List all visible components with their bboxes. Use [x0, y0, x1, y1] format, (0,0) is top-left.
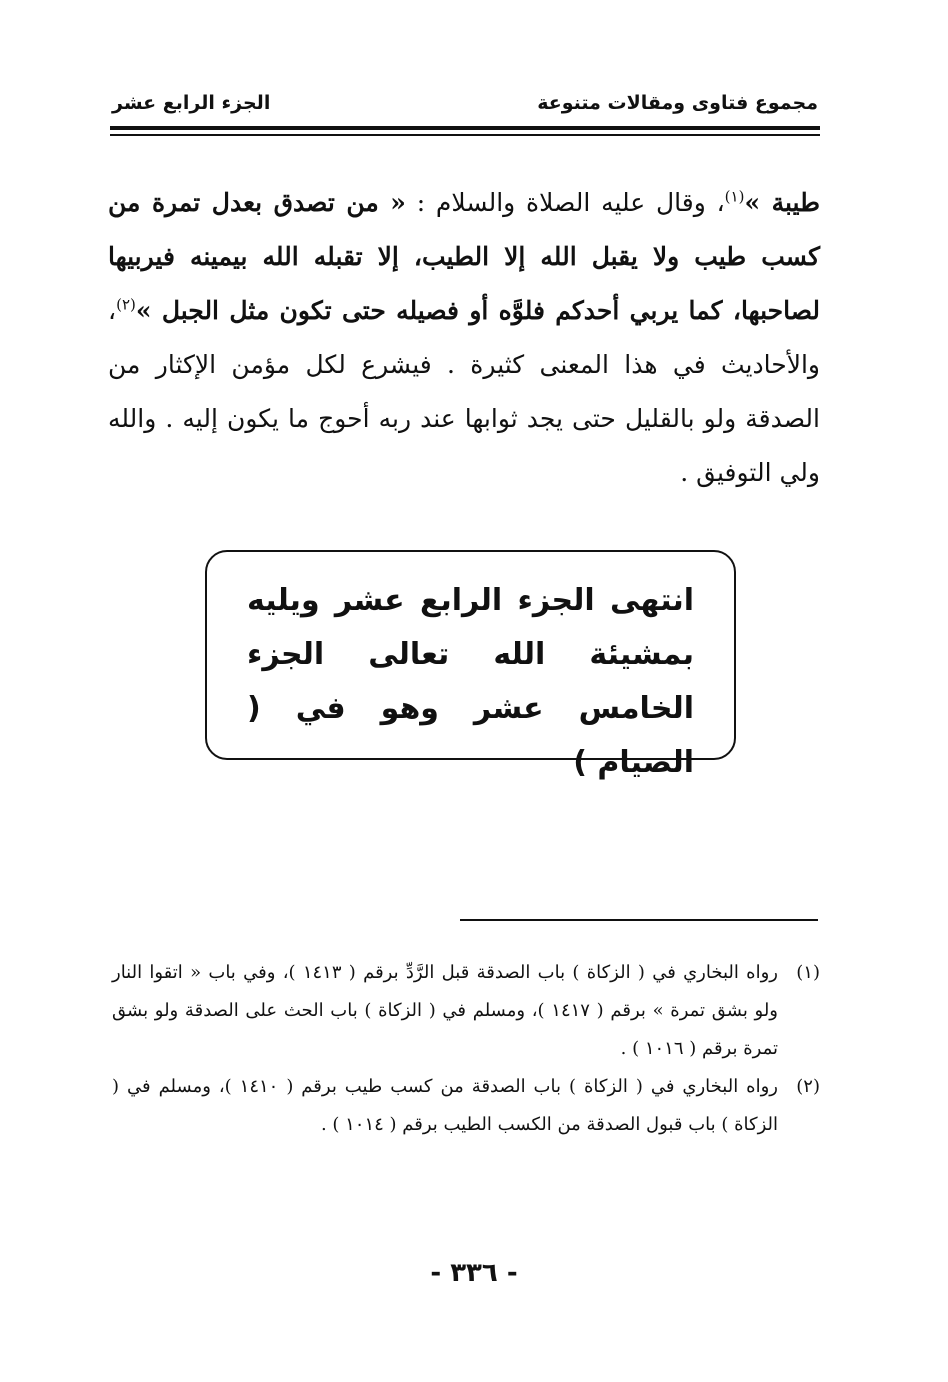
text-segment: ، والأحاديث في هذا المعنى كثيرة . فيشرع لكل مؤمن الإكثار من الصدقة ولو بالقليل حتى يجد ثوابها عند ربه أحوج ما يكون إليه . والله ولي التوفيق .: [108, 296, 820, 487]
main-text: [108, 176, 820, 500]
footnote-2: [112, 1068, 820, 1144]
footnote-text: رواه البخاري في ( الزكاة ) باب الصدقة قبل الرَّدِّ برقم ( ١٤١٣ )، وفي باب « اتقوا النار ولو بشق تمرة » برقم ( ١٤١٧ )، ومسلم في ( الزكاة ) باب الحث على الصدقة ولو بشق تمرة برقم ( ١٠١٦ ) .: [112, 962, 778, 1059]
main-paragraph: [108, 176, 820, 500]
footnote-separator: [460, 919, 818, 921]
volume-title: الجزء الرابع عشر: [112, 92, 271, 114]
book-title: مجموع فتاوى ومقالات متنوعة: [537, 92, 818, 114]
footnote-ref-2: (٢): [116, 295, 136, 314]
footnote-1: [112, 954, 820, 1068]
volume-end-notice: [205, 550, 736, 780]
footnote-number: (١): [796, 962, 820, 983]
header-rule-thin: [110, 134, 820, 136]
footnote-number: (٢): [796, 1076, 820, 1097]
footnote-ref-1: (١): [724, 187, 745, 206]
header-rule-thick: [110, 126, 820, 130]
hadith-quote: « من تصدق بعدل تمرة من كسب طيب ولا يقبل الله إلا الطيب، إلا تقبله الله بيمينه فيربيها لصاحبها، كما يربي أحدكم فلوَّه أو فصيله حتى تكون مثل الجبل »: [108, 188, 820, 325]
running-header: [112, 92, 818, 122]
text-segment: ، وقال عليه الصلاة والسلام :: [405, 188, 725, 217]
page-number: - ٣٣٦ -: [430, 1258, 518, 1288]
footnote-text: رواه البخاري في ( الزكاة ) باب الصدقة من كسب طيب برقم ( ١٤١٠ )، ومسلم في ( الزكاة ) باب قبول الصدقة من الكسب الطيب برقم ( ١٠١٤ ) .: [112, 1076, 778, 1135]
footnotes: [112, 954, 820, 1144]
volume-end-text: انتهى الجزء الرابع عشر ويليه بمشيئة الله تعالى الجزء الخامس عشر وهو في ( الصيام ): [247, 583, 694, 780]
quote-end: طيبة »: [744, 188, 820, 217]
